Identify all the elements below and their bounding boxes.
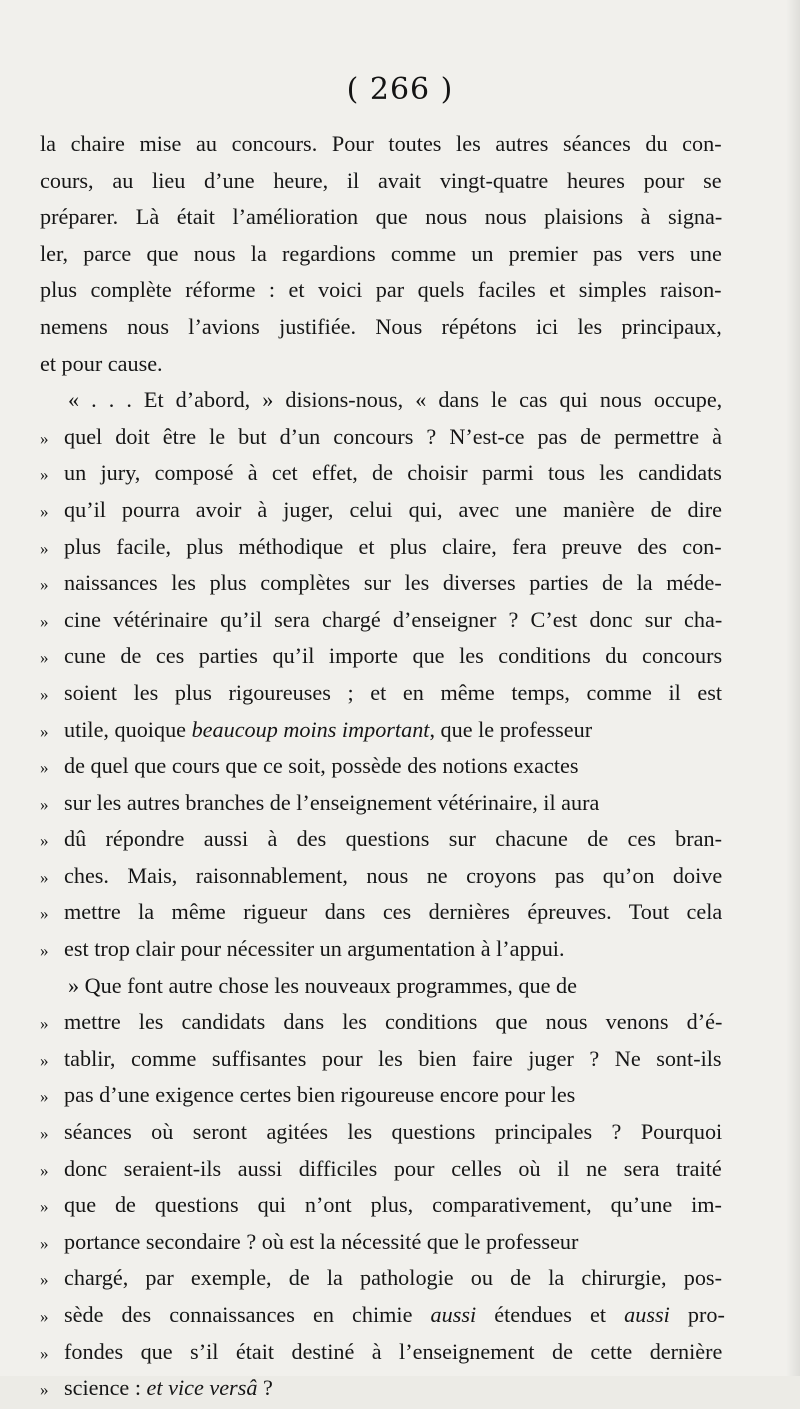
line-text: donc seraient-ils aussi difficiles pour celles où il ne sera traité <box>64 1155 722 1181</box>
line-text: tablir, comme suffisantes pour les bien faire juger ? Ne sont-ils <box>64 1045 722 1071</box>
line-text: séances où seront agitées les questions principales ? Pourquoi <box>64 1119 723 1145</box>
line-text: « . . . Et d’abord, » disions-nous, « dans le cas qui nous occupe, <box>68 387 723 413</box>
text-line <box>40 309 722 346</box>
line-text: soient les plus rigoureuses ; et en même temps, comme il est <box>64 679 723 705</box>
guillemet-marker: » <box>40 465 49 485</box>
line-text: cune de ces parties qu’il importe que les conditions du concours <box>64 643 723 669</box>
text-line <box>40 1004 722 1041</box>
text-line <box>40 1260 722 1297</box>
line-text: de quel que cours que ce soit, possède des notions exactes <box>64 753 579 779</box>
guillemet-marker: » <box>40 1270 49 1290</box>
text-line <box>40 346 722 383</box>
text-line <box>40 602 722 639</box>
line-text: fondes que s’il était destiné à l’enseignement de cette dernière <box>64 1338 723 1364</box>
line-text: science : et vice versâ ? <box>64 1375 273 1401</box>
line-text: sède des connaissances en chimie aussi étendues et aussi pro- <box>64 1302 725 1327</box>
line-text: quel doit être le but d’un concours ? N’est-ce pas de permettre à <box>64 423 723 449</box>
text-line <box>40 931 722 968</box>
guillemet-marker: » <box>40 941 49 961</box>
text-line <box>40 1151 722 1188</box>
text-line <box>40 968 722 1005</box>
guillemet-marker: » <box>40 1014 49 1034</box>
line-text: plus complète réforme : et voici par quels faciles et simples raison- <box>40 277 722 303</box>
guillemet-marker: » <box>40 1160 49 1180</box>
guillemet-marker: » <box>40 1233 49 1253</box>
guillemet-marker: » <box>40 1124 49 1144</box>
guillemet-marker: » <box>40 831 49 851</box>
line-text: pas d’une exigence certes bien rigoureuse encore pour les <box>64 1082 576 1108</box>
text-line <box>40 1114 722 1151</box>
guillemet-marker: » <box>40 501 49 521</box>
guillemet-marker: » <box>40 794 49 814</box>
line-text: ler, parce que nous la regardions comme un premier pas vers une <box>40 240 722 266</box>
line-text: ches. Mais, raisonnablement, nous ne croyons pas qu’on doive <box>64 862 723 888</box>
line-text: plus facile, plus méthodique et plus claire, fera preuve des con- <box>64 533 722 559</box>
text-line <box>40 1334 722 1371</box>
line-text: cine vétérinaire qu’il sera chargé d’enseigner ? C’est donc sur cha- <box>64 606 723 632</box>
line-text: chargé, par exemple, de la pathologie ou de la chirurgie, pos- <box>64 1265 722 1291</box>
text-line <box>40 199 722 236</box>
text-line <box>40 455 722 492</box>
guillemet-marker: » <box>40 575 49 595</box>
line-text: sur les autres branches de l’enseignement vétérinaire, il aura <box>64 789 600 815</box>
guillemet-marker: » <box>40 1197 49 1217</box>
guillemet-marker: » <box>40 1343 49 1363</box>
line-text: » Que font autre chose les nouveaux programmes, que de <box>68 972 577 998</box>
text-line <box>40 529 722 566</box>
text-line <box>40 382 722 419</box>
line-text: et pour cause. <box>40 350 163 376</box>
page-edge-shadow <box>786 0 800 1376</box>
text-line <box>40 638 722 675</box>
guillemet-marker: » <box>40 428 49 448</box>
guillemet-marker: » <box>40 1087 49 1107</box>
guillemet-marker: » <box>40 1050 49 1070</box>
line-text: la chaire mise au concours. Pour toutes les autres séances du con- <box>40 131 722 156</box>
guillemet-marker: » <box>40 904 49 924</box>
text-line <box>40 419 722 456</box>
text-line <box>40 236 722 273</box>
line-text: mettre les candidats dans les conditions que nous venons d’é- <box>64 1009 723 1035</box>
text-line <box>40 894 722 931</box>
line-text: dû répondre aussi à des questions sur chacune de ces bran- <box>64 826 722 852</box>
line-text: cours, au lieu d’une heure, il avait vingt-quatre heures pour se <box>40 167 722 193</box>
text-line <box>40 748 722 785</box>
line-text: préparer. Là était l’amélioration que nous nous plaisions à signa- <box>40 204 723 230</box>
guillemet-marker: » <box>40 538 49 558</box>
guillemet-marker: » <box>40 684 49 704</box>
line-text: nemens nous l’avions justifiée. Nous répétons ici les principaux, <box>40 313 722 339</box>
line-text: portance secondaire ? où est la nécessité que le professeur <box>64 1228 579 1254</box>
text-line <box>40 712 722 749</box>
text-line <box>40 492 722 529</box>
guillemet-marker: » <box>40 1307 49 1326</box>
text-line <box>40 1041 722 1078</box>
text-line <box>40 1077 722 1114</box>
text-line <box>40 675 722 712</box>
line-text: un jury, composé à cet effet, de choisir parmi tous les candidats <box>64 460 722 486</box>
text-line <box>40 163 722 200</box>
text-line <box>40 1297 725 1334</box>
line-text: utile, quoique beaucoup moins important, que le professeur <box>64 716 593 742</box>
text-line <box>40 785 722 822</box>
text-line <box>40 126 722 163</box>
text-line <box>40 858 722 895</box>
line-text: que de questions qui n’ont plus, comparativement, qu’une im- <box>64 1192 722 1218</box>
guillemet-marker: » <box>40 867 49 887</box>
text-line <box>40 272 722 309</box>
text-line <box>40 1224 722 1261</box>
page-number: ( 266 ) <box>346 72 454 107</box>
body-text <box>40 126 725 1407</box>
guillemet-marker: » <box>40 721 49 741</box>
line-text: qu’il pourra avoir à juger, celui qui, avec une manière de dire <box>64 496 723 522</box>
guillemet-marker: » <box>40 758 49 778</box>
text-line <box>40 821 722 858</box>
text-line <box>40 1187 722 1224</box>
line-text: mettre la même rigueur dans ces dernières épreuves. Tout cela <box>64 899 723 925</box>
text-line <box>40 1370 722 1407</box>
guillemet-marker: » <box>40 611 49 631</box>
guillemet-marker: » <box>40 1380 49 1400</box>
line-text: est trop clair pour nécessiter un argumentation à l’appui. <box>64 936 565 962</box>
line-text: naissances les plus complètes sur les diverses parties de la méde- <box>64 570 722 596</box>
guillemet-marker: » <box>40 648 49 668</box>
text-line <box>40 565 722 602</box>
